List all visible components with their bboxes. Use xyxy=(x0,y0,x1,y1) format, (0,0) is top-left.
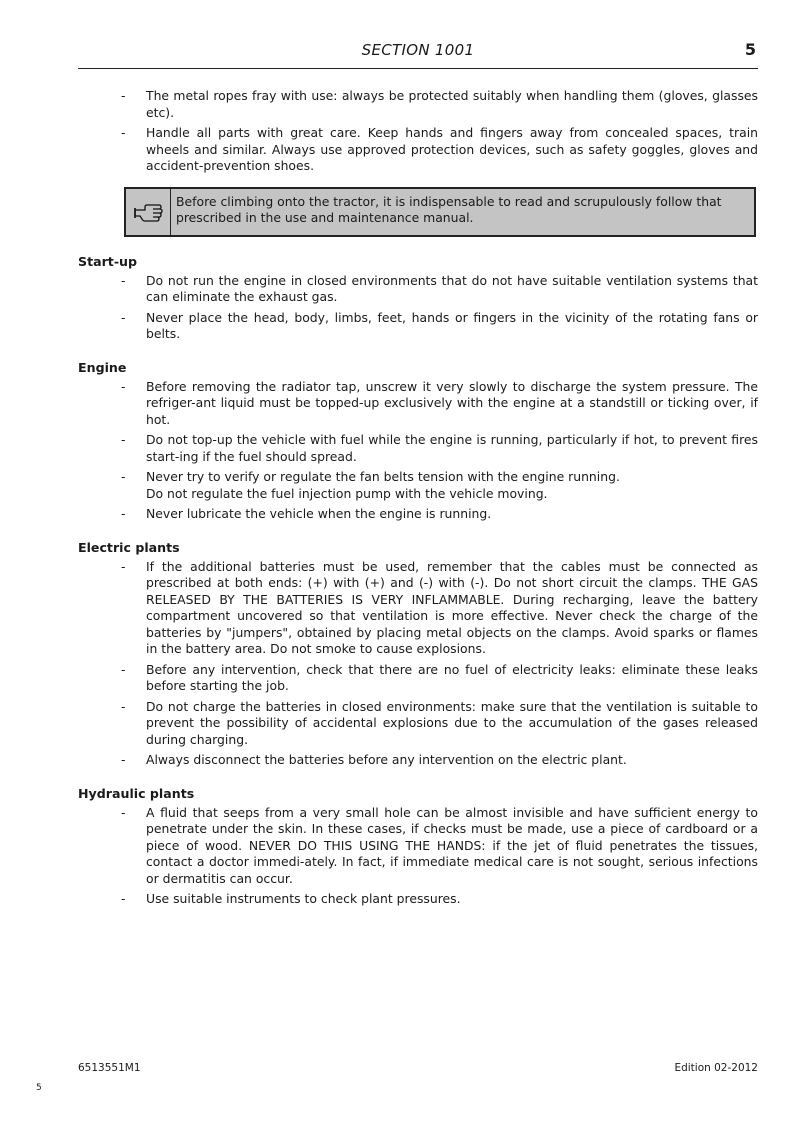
list-item xyxy=(78,699,758,749)
list-item xyxy=(78,273,758,306)
bullet-dash: - xyxy=(121,661,126,677)
list-item xyxy=(78,88,758,121)
bullet-dash: - xyxy=(121,272,126,288)
list-item-text: Do not charge the batteries in closed environments: make sure that the ventilation is suitable to prevent the possibility of accidental explosions due to the accumulation of the gases released during charging. xyxy=(146,698,758,747)
section-heading: Electric plants xyxy=(78,539,180,555)
list-item-text: Before removing the radiator tap, unscrew it very slowly to discharge the system pressure. The refriger-ant liquid must be topped-up exclusively with the engine at a standstill or ticking over, if hot. xyxy=(146,378,758,427)
list-item xyxy=(78,125,758,175)
list-item xyxy=(78,805,758,888)
bullet-dash: - xyxy=(121,125,126,140)
list-item xyxy=(78,379,758,429)
page-number: 5 xyxy=(744,40,756,59)
list-item-text: The metal ropes fray with use: always be protected suitably when handling them (gloves, glasses etc). xyxy=(146,88,758,120)
list-item xyxy=(78,662,758,695)
list-item-text: Do not top-up the vehicle with fuel while the engine is running, particularly if hot, to prevent fires start-ing if the fuel should spread. xyxy=(146,432,758,464)
list-item-text: Handle all parts with great care. Keep hands and fingers away from concealed spaces, train wheels and similar. Always use approved protection devices, such as safety goggles, gloves and accident-prevention shoes. xyxy=(146,125,758,173)
bullet-dash: - xyxy=(121,88,126,103)
note-box xyxy=(124,187,756,237)
note-text: Before climbing onto the tractor, it is indispensable to read and scrupulously follow that prescribed in the use and maintenance manual. xyxy=(176,193,722,225)
section-title: SECTION 1001 xyxy=(361,41,475,59)
list-item-text: A fluid that seeps from a very small hole can be almost invisible and have sufficient energy to penetrate under the skin. In these cases, if checks must be made, use a piece of cardboard or a piece of wood. NEVER DO THIS USING THE HANDS: if the jet of fluid penetrates the tissues, contact a doctor immedi-ately. In fact, if immediate medical care is not sought, serious infections or dermatitis can occur. xyxy=(146,804,758,886)
list-item xyxy=(78,310,758,343)
document-body xyxy=(78,88,758,912)
bullet-dash: - xyxy=(121,698,126,714)
list-item xyxy=(78,469,758,502)
list-item xyxy=(78,891,758,908)
list-item-text: Before any intervention, check that there are no fuel of electricity leaks: eliminate these leaks before starting the job. xyxy=(146,661,758,693)
bullet-dash: - xyxy=(121,506,126,521)
bullet-dash: - xyxy=(121,378,126,394)
bullet-dash: - xyxy=(121,432,126,447)
list-item-text: Do not regulate the fuel injection pump with the vehicle moving. xyxy=(146,485,548,501)
page-header xyxy=(78,38,758,69)
pointing-hand-icon xyxy=(133,202,163,222)
bullet-dash: - xyxy=(121,891,126,906)
section-heading: Engine xyxy=(78,359,127,375)
list-item xyxy=(78,559,758,658)
bullet-dash: - xyxy=(121,469,126,484)
bullet-dash: - xyxy=(121,558,126,574)
section-heading: Start-up xyxy=(78,253,138,269)
note-icon-cell xyxy=(126,189,171,235)
list-item-text: Never try to verify or regulate the fan belts tension with the engine running. xyxy=(146,469,620,484)
list-item-text: Never place the head, body, limbs, feet, hands or fingers in the vicinity of the rotating fans or belts. xyxy=(146,309,758,341)
list-item-text: Do not run the engine in closed environments that do not have suitable ventilation systems that can eliminate the exhaust gas. xyxy=(146,272,758,304)
list-item-text: If the additional batteries must be used, remember that the cables must be connected as prescribed at both ends: (+) with (+) and (-) with (-). Do not short circuit the clamps. THE GAS RELEASED BY THE BATTERIES IS VERY INFLAMMABLE. During recharging, leave the battery compartment uncovered so that ventilation is more effective. Never check the charge of the batteries by "jumpers", obtained by placing metal objects on the clamps. Avoid sparks or flames in the battery area. Do not smoke to cause explosions. xyxy=(146,558,758,656)
list-item xyxy=(78,752,758,769)
bullet-dash: - xyxy=(121,804,126,820)
list-item-text: Use suitable instruments to check plant pressures. xyxy=(146,891,461,906)
bullet-dash: - xyxy=(121,752,126,767)
list-item xyxy=(78,432,758,465)
bullet-dash: - xyxy=(121,309,126,325)
list-item xyxy=(78,506,758,523)
footer-page-number: 5 xyxy=(36,1083,42,1093)
edition-label: Edition 02-2012 xyxy=(674,1062,758,1074)
section-heading: Hydraulic plants xyxy=(78,785,195,801)
document-code: 6513551M1 xyxy=(78,1062,141,1074)
list-item-text: Always disconnect the batteries before any intervention on the electric plant. xyxy=(146,752,627,767)
list-item-text: Never lubricate the vehicle when the engine is running. xyxy=(146,506,492,521)
